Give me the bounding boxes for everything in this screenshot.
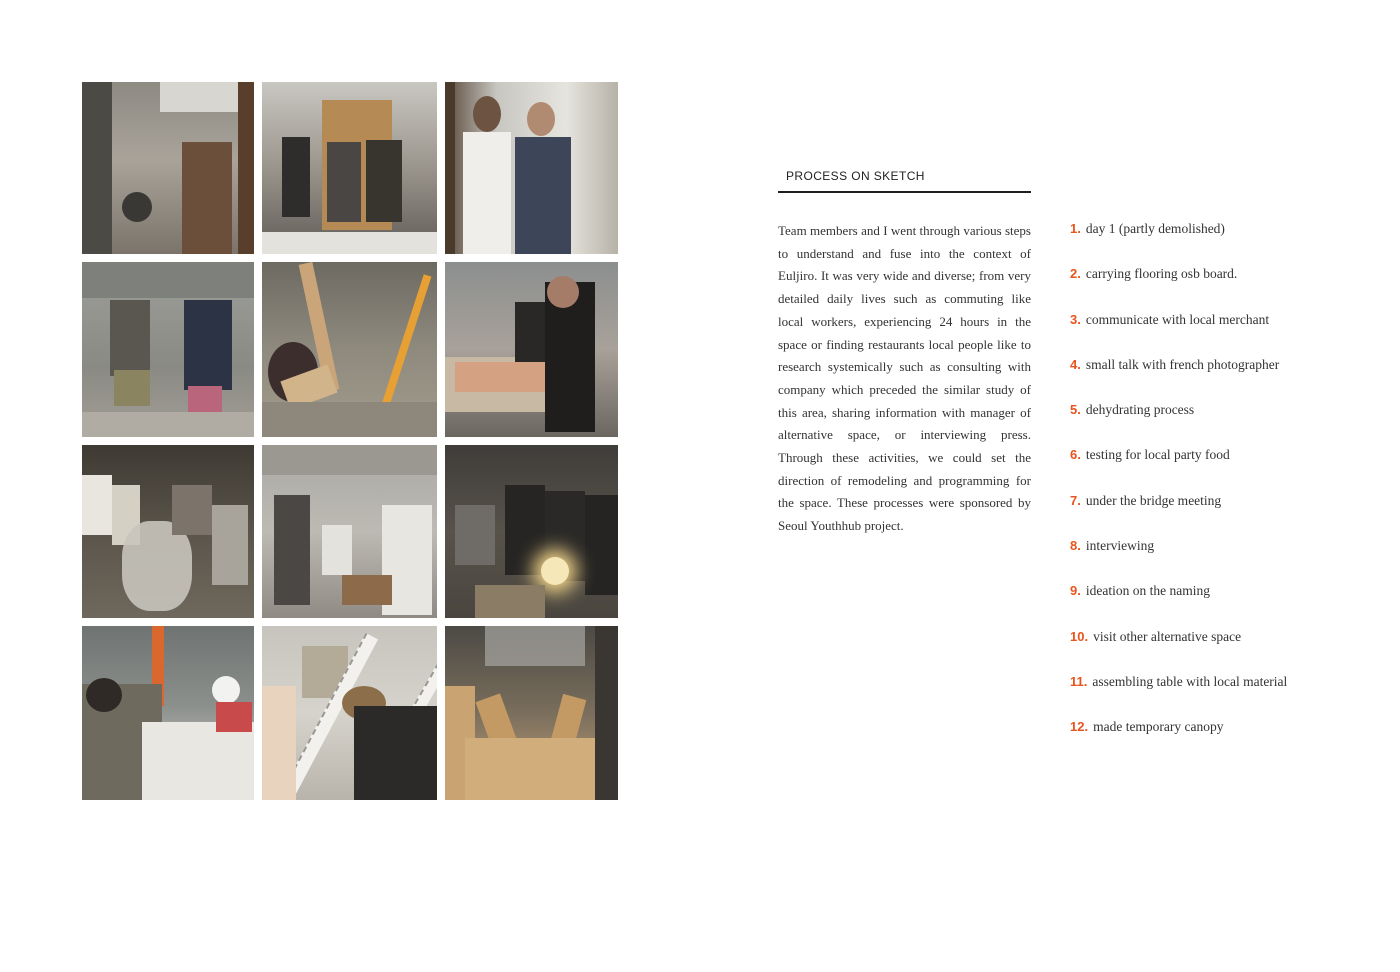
list-item: [1070, 219, 1390, 264]
photo-carrying-osb-board: [262, 82, 437, 254]
step-number: 3.: [1070, 311, 1081, 327]
step-number: 8.: [1070, 538, 1081, 554]
photo-communicate-merchant: [445, 82, 618, 254]
photo-dehydrating-process: [262, 262, 437, 437]
step-label: carrying flooring osb board.: [1085, 266, 1238, 282]
photo-interviewing: [262, 445, 437, 618]
photo-visit-alternative-space: [82, 626, 254, 800]
step-label: communicate with local merchant: [1085, 311, 1270, 327]
photo-small-talk-photographer: [82, 262, 254, 437]
step-label: ideation on the naming: [1085, 583, 1210, 599]
section-title: PROCESS ON SKETCH: [786, 169, 925, 183]
list-item: [1070, 627, 1390, 672]
step-label: visit other alternative space: [1093, 628, 1242, 644]
step-number: 9.: [1070, 583, 1081, 599]
process-step-list: [1070, 219, 1390, 763]
step-label: small talk with french photographer: [1085, 356, 1280, 372]
step-number: 5.: [1070, 402, 1081, 418]
title-underline: [778, 191, 1031, 193]
step-number: 7.: [1070, 492, 1081, 508]
step-number: 2.: [1070, 266, 1081, 282]
photo-ideation-naming: [445, 445, 618, 618]
step-number: 6.: [1070, 447, 1081, 463]
step-label: under the bridge meeting: [1085, 492, 1222, 508]
list-item: [1070, 310, 1390, 355]
list-item: [1070, 536, 1390, 581]
step-label: assembling table with local material: [1092, 673, 1288, 689]
list-item: [1070, 717, 1390, 762]
photo-under-bridge-meeting: [82, 445, 254, 618]
description-paragraph: Team members and I went through various steps to understand and fuse into the context of Euljiro. It was very wide and diverse; from very detailed daily lives such as commuting like local workers, experiencing 24 hours in the space or finding restaurants local people like to research systemically such as consulting with company which preceded the similar study of this area, sharing information with manager of alternative space, or interviewing press. Through these activities, we could set the direction of remodeling and programming for the space. These processes were sponsored by Seoul Youthhub project.: [778, 223, 1031, 534]
photo-testing-party-food: [445, 262, 618, 437]
step-label: dehydrating process: [1085, 402, 1195, 418]
list-item: [1070, 491, 1390, 536]
step-number: 12.: [1070, 719, 1089, 735]
list-item: [1070, 581, 1390, 626]
step-number: 4.: [1070, 356, 1081, 372]
step-number: 1.: [1070, 221, 1081, 236]
photo-day-1-demolished: [82, 82, 254, 254]
list-item: [1070, 445, 1390, 490]
step-label: testing for local party food: [1085, 447, 1230, 463]
step-label: interviewing: [1085, 538, 1155, 554]
step-label: made temporary canopy: [1093, 719, 1224, 735]
photo-temporary-canopy: [445, 626, 618, 800]
photo-assembling-table: [262, 626, 437, 800]
step-label: day 1 (partly demolished): [1085, 221, 1225, 236]
step-number: 11.: [1070, 673, 1088, 689]
photo-grid: [82, 82, 618, 800]
list-item: [1070, 264, 1390, 309]
step-number: 10.: [1070, 628, 1089, 644]
list-item: [1070, 400, 1390, 445]
list-item: [1070, 672, 1390, 717]
list-item: [1070, 355, 1390, 400]
